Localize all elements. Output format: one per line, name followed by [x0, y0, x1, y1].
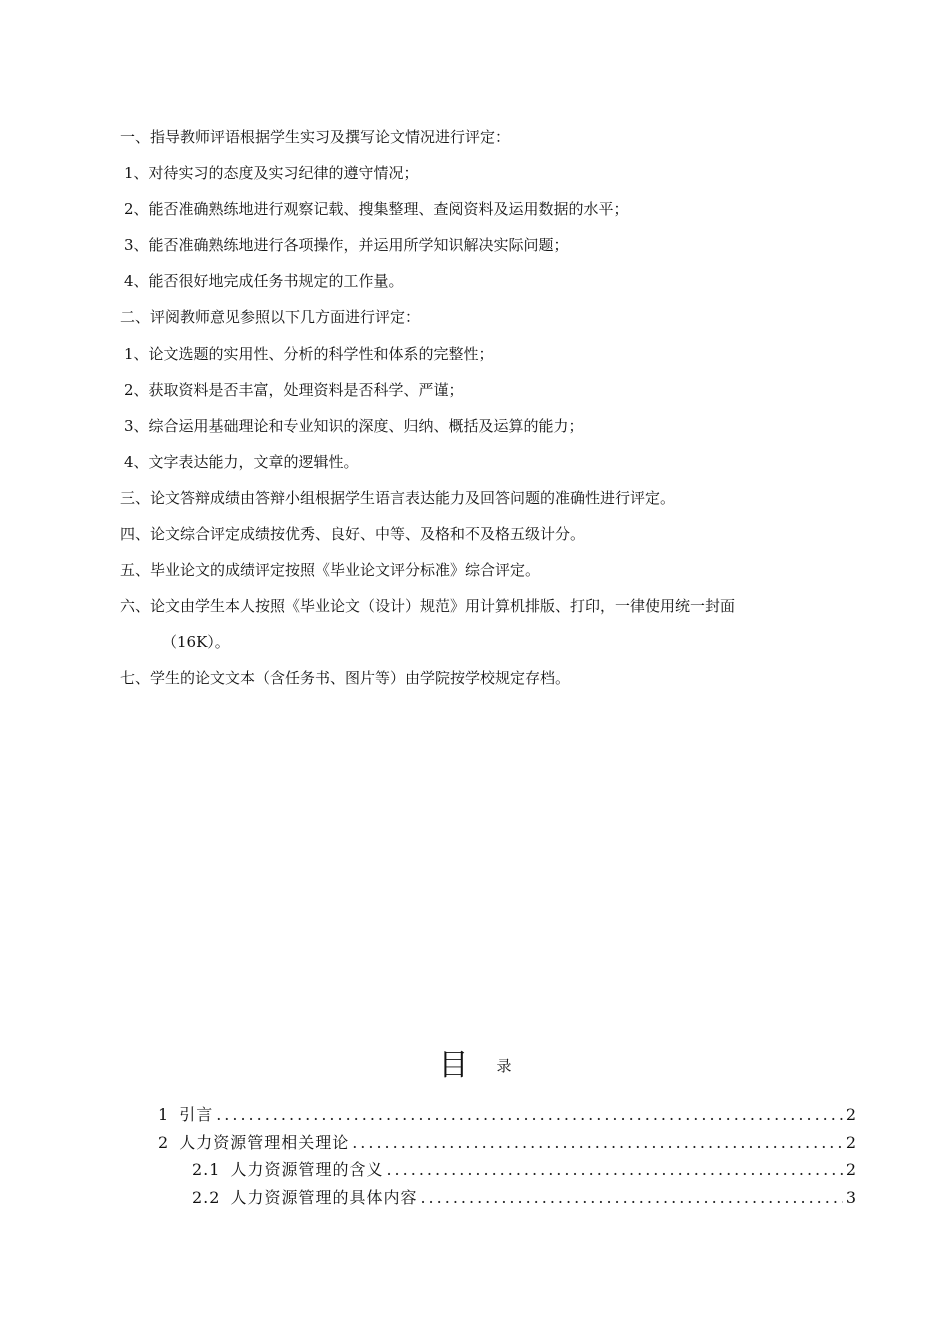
toc-heading-char: 目 — [438, 1048, 469, 1083]
toc-dot-leader — [420, 1188, 842, 1207]
instruction-line: 2、能否准确熟练地进行观察记载、搜集整理、查阅资料及运用数据的水平； — [124, 200, 629, 219]
toc-entry-page: 2 — [845, 1105, 856, 1124]
instruction-line: 3、能否准确熟练地进行各项操作，并运用所学知识解决实际问题； — [124, 236, 569, 255]
table-of-contents — [158, 1102, 856, 1212]
instruction-line: 1、论文选题的实用性、分析的科学性和体系的完整性； — [124, 344, 494, 363]
toc-entry[interactable] — [158, 1185, 856, 1213]
instruction-line: 4、能否很好地完成任务书规定的工作量。 — [124, 272, 404, 291]
toc-entry-page: 2 — [845, 1160, 856, 1179]
instruction-line: 三、论文答辩成绩由答辩小组根据学生语言表达能力及回答问题的准确性进行评定。 — [120, 488, 676, 507]
toc-entry[interactable] — [158, 1130, 856, 1158]
toc-entry-number: 2.1 — [192, 1160, 221, 1179]
instruction-line: 二、评阅教师意见参照以下几方面进行评定： — [120, 308, 421, 327]
toc-dot-leader — [216, 1105, 843, 1124]
instruction-line: 2、获取资料是否丰富，处理资料是否科学、严谨； — [124, 380, 464, 399]
toc-entry-title: 引言 — [179, 1105, 214, 1124]
instruction-line: 七、学生的论文文本（含任务书、图片等）由学院按学校规定存档。 — [120, 669, 571, 688]
toc-entry[interactable] — [158, 1157, 856, 1185]
evaluation-instructions — [120, 126, 860, 704]
toc-entry-page: 2 — [845, 1132, 856, 1152]
instruction-line: 一、指导教师评语根据学生实习及撰写论文情况进行评定： — [120, 128, 511, 146]
toc-entry-title: 人力资源管理相关理论 — [179, 1132, 350, 1152]
instruction-line: 1、对待实习的态度及实习纪律的遵守情况； — [124, 164, 419, 183]
toc-entry-number: 2.2 — [192, 1187, 221, 1207]
instruction-line: 五、毕业论文的成绩评定按照《毕业论文评分标准》综合评定。 — [120, 561, 541, 580]
toc-dot-leader — [386, 1160, 842, 1179]
instruction-line-continuation: （16K）。 — [162, 633, 230, 652]
toc-entry[interactable] — [158, 1102, 856, 1130]
instruction-line: 3、综合运用基础理论和专业知识的深度、归纳、概括及运算的能力； — [124, 416, 584, 435]
toc-entry-number: 1 — [158, 1105, 170, 1124]
toc-heading — [0, 1040, 950, 1084]
instruction-line: 4、文字表达能力，文章的逻辑性。 — [124, 452, 359, 471]
toc-entry-page: 3 — [845, 1187, 856, 1207]
toc-entry-title: 人力资源管理的含义 — [230, 1160, 384, 1179]
toc-entry-title: 人力资源管理的具体内容 — [230, 1187, 418, 1207]
toc-entry-number: 2 — [158, 1132, 170, 1152]
toc-dot-leader — [352, 1133, 843, 1152]
instruction-line: 四、论文综合评定成绩按优秀、良好、中等、及格和不及格五级计分。 — [120, 525, 586, 544]
instruction-line: 六、论文由学生本人按照《毕业论文（设计）规范》用计算机排版、打印，一律使用统一封面 — [120, 597, 736, 616]
toc-heading-char: 录 — [496, 1057, 512, 1075]
